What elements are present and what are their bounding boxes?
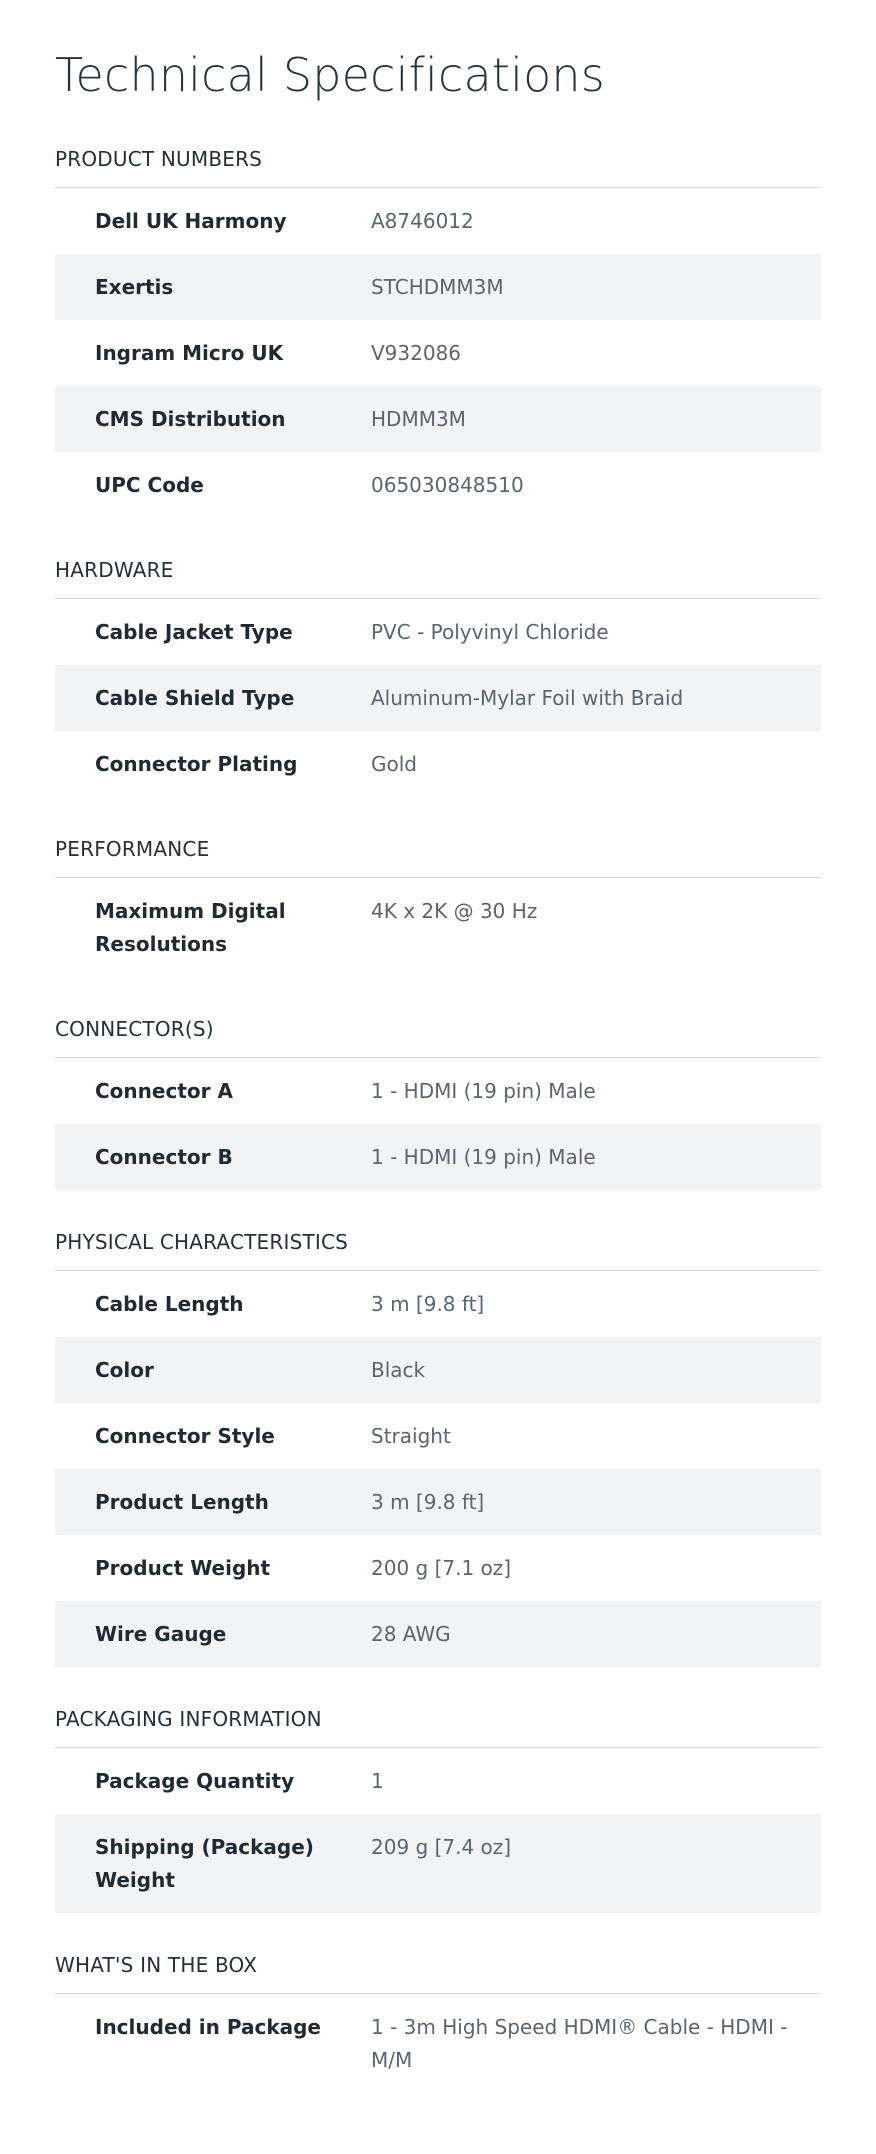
spec-label: Exertis: [95, 275, 174, 300]
spec-label: Ingram Micro UK: [95, 341, 284, 366]
spec-value: Gold: [371, 752, 417, 777]
section-header: PHYSICAL CHARACTERISTICS: [55, 1230, 821, 1271]
spec-value: 1 - 3m High Speed HDMI® Cable - HDMI - M/M: [371, 2015, 788, 2073]
section-header: PACKAGING INFORMATION: [55, 1707, 821, 1748]
spec-value: 28 AWG: [371, 1622, 451, 1647]
spec-row: [55, 1535, 821, 1601]
spec-row: [55, 1748, 821, 1814]
section-header: WHAT'S IN THE BOX: [55, 1953, 821, 1994]
spec-value: 1 - HDMI (19 pin) Male: [371, 1079, 596, 1104]
spec-label: Product Length: [95, 1490, 269, 1515]
page-title: Technical Specifications: [55, 48, 605, 102]
spec-value: 209 g [7.4 oz]: [371, 1835, 512, 1860]
spec-value: 1: [371, 1769, 384, 1794]
spec-value: STCHDMM3M: [371, 275, 504, 300]
spec-row: [55, 1403, 821, 1469]
spec-value: Straight: [371, 1424, 451, 1449]
spec-value: A8746012: [371, 209, 474, 234]
spec-value: HDMM3M: [371, 407, 466, 432]
spec-label: Connector A: [95, 1079, 233, 1104]
section-header: HARDWARE: [55, 558, 821, 599]
spec-row: [55, 188, 821, 254]
spec-label: Package Quantity: [95, 1769, 295, 1794]
spec-section: [55, 1953, 821, 2093]
spec-value: 4K x 2K @ 30 Hz: [371, 899, 538, 924]
spec-sections: [55, 147, 821, 2093]
spec-label: UPC Code: [95, 473, 204, 498]
spec-row: [55, 878, 821, 977]
spec-row: [55, 1994, 821, 2093]
spec-row: [55, 452, 821, 518]
spec-section: [55, 1230, 821, 1667]
spec-value: Black: [371, 1358, 426, 1383]
section-header: CONNECTOR(S): [55, 1017, 821, 1058]
spec-row: [55, 1601, 821, 1667]
spec-label: Cable Shield Type: [95, 686, 295, 711]
spec-value: 3 m [9.8 ft]: [371, 1490, 485, 1515]
section-header: PERFORMANCE: [55, 837, 821, 878]
spec-row: [55, 731, 821, 797]
spec-value: 3 m [9.8 ft]: [371, 1292, 485, 1317]
spec-row: [55, 1814, 821, 1913]
spec-value: 065030848510: [371, 473, 524, 498]
spec-section: [55, 837, 821, 977]
spec-rows: [55, 878, 821, 977]
spec-section: [55, 558, 821, 797]
spec-label: Dell UK Harmony: [95, 209, 287, 234]
spec-rows: [55, 599, 821, 797]
spec-label: Included in Package: [95, 2015, 321, 2040]
spec-section: [55, 1017, 821, 1190]
spec-label: Connector Plating: [95, 752, 298, 777]
spec-rows: [55, 1058, 821, 1190]
spec-label: Shipping (Package) Weight: [95, 1835, 314, 1893]
spec-row: [55, 1058, 821, 1124]
spec-row: [55, 254, 821, 320]
section-header: PRODUCT NUMBERS: [55, 147, 821, 188]
spec-label: Product Weight: [95, 1556, 271, 1581]
spec-rows: [55, 1271, 821, 1667]
spec-section: [55, 147, 821, 518]
spec-label: Connector B: [95, 1145, 233, 1170]
spec-label: Cable Jacket Type: [95, 620, 293, 645]
spec-label: Wire Gauge: [95, 1622, 227, 1647]
spec-rows: [55, 1994, 821, 2093]
spec-value: V932086: [371, 341, 462, 366]
spec-row: [55, 1469, 821, 1535]
spec-row: [55, 386, 821, 452]
spec-value: 200 g [7.1 oz]: [371, 1556, 512, 1581]
spec-label: Connector Style: [95, 1424, 275, 1449]
spec-row: [55, 665, 821, 731]
spec-row: [55, 1337, 821, 1403]
spec-section: [55, 1707, 821, 1913]
spec-label: Color: [95, 1358, 154, 1383]
spec-value: PVC - Polyvinyl Chloride: [371, 620, 609, 645]
spec-row: [55, 1124, 821, 1190]
spec-value: Aluminum-Mylar Foil with Braid: [371, 686, 684, 711]
spec-label: CMS Distribution: [95, 407, 286, 432]
spec-label: Cable Length: [95, 1292, 244, 1317]
spec-row: [55, 1271, 821, 1337]
spec-label: Maximum Digital Resolutions: [95, 899, 286, 957]
spec-rows: [55, 188, 821, 518]
spec-row: [55, 320, 821, 386]
spec-rows: [55, 1748, 821, 1913]
spec-row: [55, 599, 821, 665]
spec-value: 1 - HDMI (19 pin) Male: [371, 1145, 596, 1170]
